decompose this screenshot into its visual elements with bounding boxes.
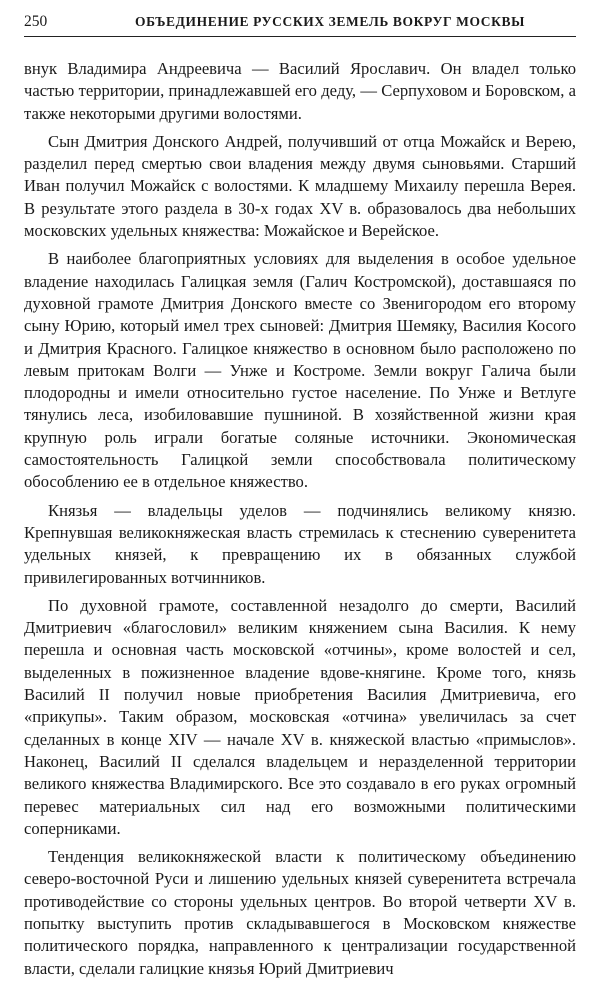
paragraph-2: Сын Дмитрия Донского Андрей, получивший от отца Можайск и Верею, разделил перед смертью свои владения между двумя сыновьями. Старший Иван получил Можайск с волостями. К младшему Михаилу перешла Верея. В результате этого раздела в 30-х годах XV в. образовалось два небольших московских удельных княжества: Можайское и Верейское. [24, 131, 576, 241]
paragraph-3: В наиболее благоприятных условиях для выделения в особое удельное владение находилась Галицкая земля (Галич Костромской), доставшаяся по духовной грамоте Дмитрия Донского вместе со Звенигородом его второму сыну Юрию, который имел трех сыновей: Дмитрия Шемяку, Василия Косого и Дмитрия Красного. Галицкое княжество в основном было расположено по левым притокам Волги — Унже и Костроме. Земли вокруг Галича были плодородны и имели относительно густое население. По Унже и Ветлуге тянулись леса, изобиловавшие пушниной. В хозяйственной жизни края крупную роль играли богатые соляные источники. Экономическая самостоятельность Галицкой земли способствовала политическому обособлению ее в отдельное княжество. [24, 249, 576, 492]
paragraph-1: внук Владимира Андреевича — Василий Ярославич. Он владел только частью территории, принадлежавшей его деду, — Серпуховом и Боровском, а также некоторыми другими волостями. [24, 59, 576, 123]
page-number: 250 [24, 13, 48, 30]
paragraph-6: Тенденция великокняжеской власти к политическому объединению северо-восточной Руси и лишению удельных князей суверенитета встречала противодействие со стороны удельных центров. Во второй четверти XV в. попытку выступить против складывавшегося в Московском княжестве политического порядка, направленного к централизации государственной власти, сделали галицкие князья Юрий Дмитриевич [24, 847, 576, 978]
page-body [24, 58, 576, 986]
page-header [24, 12, 576, 37]
paragraph-5: По духовной грамоте, составленной незадолго до смерти, Василий Дмитриевич «благословил» великим княжением сына Василия. К нему перешла и основная часть московской «отчины», кроме волостей и сел, выделенных в пожизненное владение вдове-княгине. Кроме того, князь Василий II получил новые приобретения Василия Дмитриевича, его «прикупы». Таким образом, московская «отчина» увеличилась за счет сделанных в конце XIV — начале XV в. княжеской властью «примыслов». Наконец, Василий II сделался владельцем и неразделенной территории великого княжества Владимирского. Все это создавало в его руках огромный перевес материальных сил над его возможными политическими соперниками. [24, 595, 576, 838]
running-title: ОБЪЕДИНЕНИЕ РУССКИХ ЗЕМЕЛЬ ВОКРУГ МОСКВЫ [135, 14, 525, 29]
paragraph-4: Князья — владельцы уделов — подчинялись великому князю. Крепнувшая великокняжеская власть стремилась к стеснению суверенитета удельных князей, к превращению их в обязанных службой привилегированных вотчинников. [24, 500, 576, 587]
